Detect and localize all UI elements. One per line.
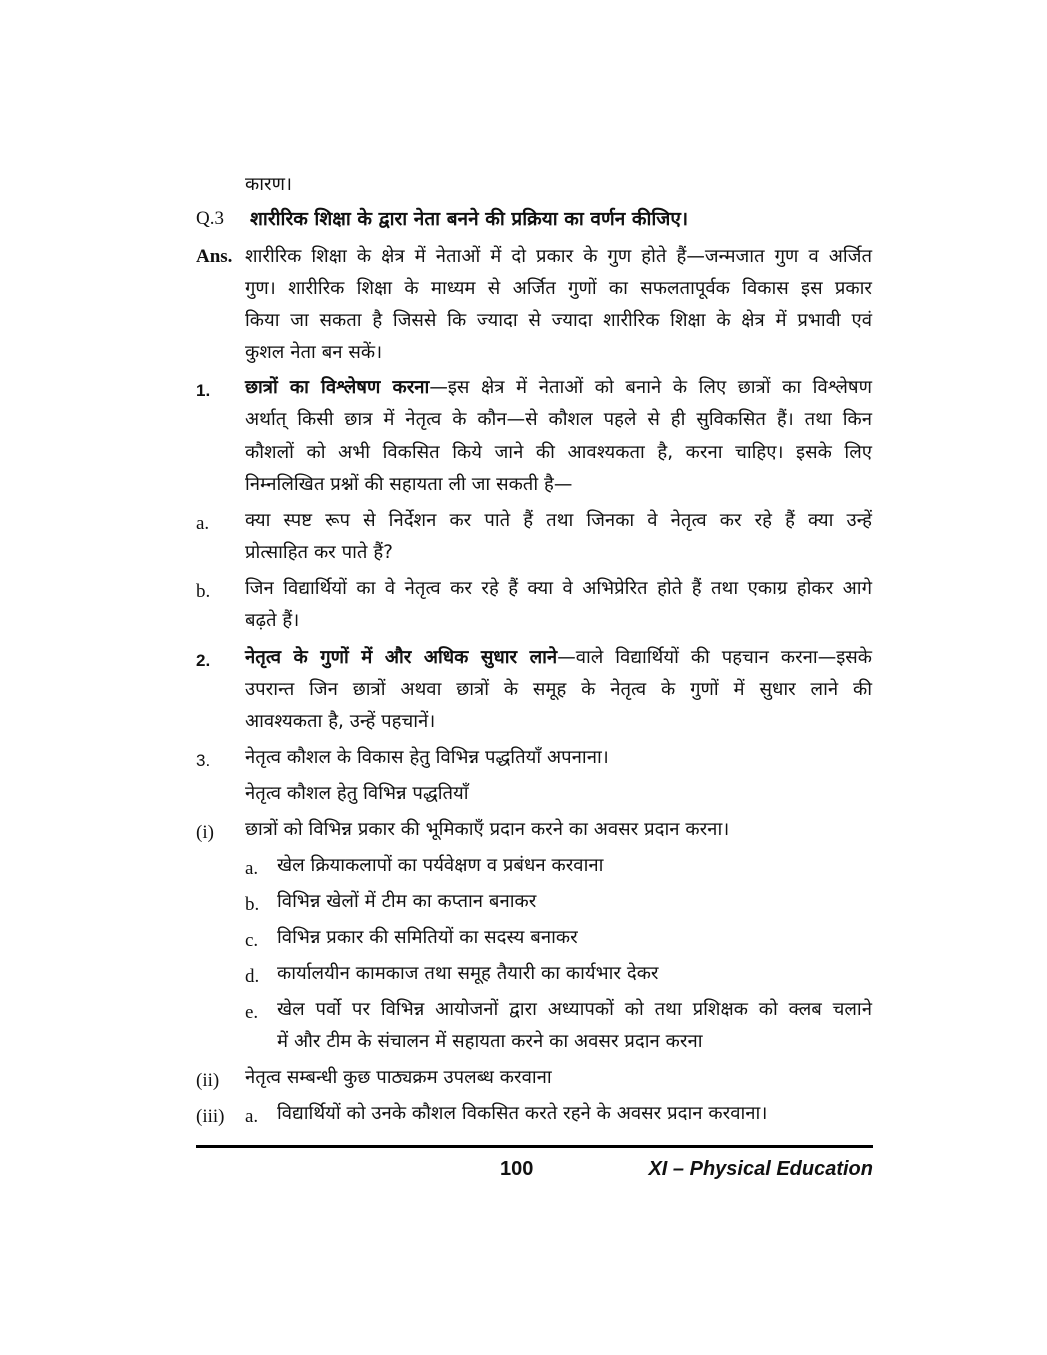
sub-a-label: a. [196,513,210,534]
roman-i-item-a-text: खेल क्रियाकलापों का पर्यवेक्षण व प्रबंधन करवाना [277,855,604,876]
carry-over-text: कारण। [245,174,292,195]
roman-i-item-e-line-2: में और टीम के संचालन में सहायता करने का अवसर प्रदान करना [277,1031,703,1052]
point-3-line-2: नेतृत्व कौशल हेतु विभिन्न पद्धतियाँ [245,783,469,804]
point-2-heading-rest: —वाले विद्यार्थियों की पहचान करना—इसके [557,647,872,668]
roman-i-item-c-text: विभिन्न प्रकार की समितियों का सदस्य बनाकर [277,927,578,948]
roman-ii-text: नेतृत्व सम्बन्धी कुछ पाठ्यक्रम उपलब्ध करवाना [245,1067,552,1088]
point-1-line-2: अर्थात् किसी छात्र में नेतृत्व के कौन—से कौशल पहले से ही सुविकसित हैं। तथा किन [245,409,872,430]
roman-i-item-d-text: कार्यालयीन कामकाज तथा समूह तैयारी का कार्यभार देकर [277,963,659,984]
roman-i-text: छात्रों को विभिन्न प्रकार की भूमिकाएँ प्रदान करने का अवसर प्रदान करना। [245,819,730,840]
roman-iii-label: (iii) [196,1106,225,1127]
point-1-line-3: कौशलों को अभी विकसित किये जाने की आवश्यकता है, करना चाहिए। इसके लिए [245,442,872,463]
point-2-line-3: आवश्यकता है, उन्हें पहचानें। [245,711,436,732]
footer-subject: XI – Physical Education [648,1158,873,1180]
roman-i-item-d-label: d. [245,966,260,987]
sub-b-label: b. [196,581,211,602]
point-2-line-2: उपरान्त जिन छात्रों अथवा छात्रों के समूह के नेतृत्व के गुणों में सुधार लाने की [245,679,872,700]
roman-i-item-b-label: b. [245,894,260,915]
answer-label: Ans. [196,246,233,267]
sub-a-line-2: प्रोत्साहित कर पाते हैं? [245,542,393,563]
point-3-label: 3. [196,751,211,770]
answer-line-3: किया जा सकता है जिससे कि ज्यादा से ज्यादा शारीरिक शिक्षा के क्षेत्र में प्रभावी एवं [245,310,872,331]
answer-line-4: कुशल नेता बन सकें। [245,342,383,363]
point-1-heading: छात्रों का विश्लेषण करना [245,377,430,398]
point-1-line-1 [245,375,872,401]
question-text: शारीरिक शिक्षा के द्वारा नेता बनने की प्रक्रिया का वर्णन कीजिए। [250,208,689,230]
sub-b-line-1: जिन विद्यार्थियों का वे नेतृत्व कर रहे हैं क्या वे अभिप्रेरित होते हैं तथा एकाग्र होकर आगे [245,578,872,599]
roman-iii-text: विद्यार्थियों को उनके कौशल विकसित करते रहने के अवसर प्रदान करवाना। [277,1103,768,1124]
sub-b-line-2: बढ़ते हैं। [245,610,300,631]
question-label: Q.3 [196,208,224,229]
roman-iii-sub-label: a. [245,1106,259,1127]
point-2-line-1 [245,645,872,671]
roman-i-item-c-label: c. [245,930,259,951]
point-2-heading: नेतृत्व के गुणों में और अधिक सुधार लाने [245,647,558,668]
answer-line-2: गुण। शारीरिक शिक्षा के माध्यम से अर्जित गुणों का सफलतापूर्वक विकास इस प्रकार [245,278,872,299]
point-3-line-1: नेतृत्व कौशल के विकास हेतु विभिन्न पद्धतियाँ अपनाना। [245,747,609,768]
roman-i-label: (i) [196,822,214,843]
page-number: 100 [500,1158,534,1180]
point-2-label: 2. [196,651,211,670]
roman-ii-label: (ii) [196,1070,220,1091]
roman-i-item-a-label: a. [245,858,259,879]
answer-line-1: शारीरिक शिक्षा के क्षेत्र में नेताओं में दो प्रकार के गुण होते हैं—जन्मजात गुण व अर्जित [245,246,872,267]
roman-i-item-e-text: खेल पर्वो पर विभिन्न आयोजनों द्वारा अध्यापकों को तथा प्रशिक्षक को क्लब चलाने [277,999,872,1020]
roman-i-item-e-label: e. [245,1002,259,1023]
sub-a-line-1: क्या स्पष्ट रूप से निर्देशन कर पाते हैं तथा जिनका वे नेतृत्व कर रहे हैं क्या उन्हें [245,510,872,531]
point-1-line-4: निम्नलिखित प्रश्नों की सहायता ली जा सकती है— [245,474,573,495]
footer-rule [196,1145,873,1148]
point-1-label: 1. [196,381,211,400]
point-1-heading-rest: —इस क्षेत्र में नेताओं को बनाने के लिए छात्रों का विश्लेषण [429,377,872,398]
roman-i-item-b-text: विभिन्न खेलों में टीम का कप्तान बनाकर [277,891,537,912]
